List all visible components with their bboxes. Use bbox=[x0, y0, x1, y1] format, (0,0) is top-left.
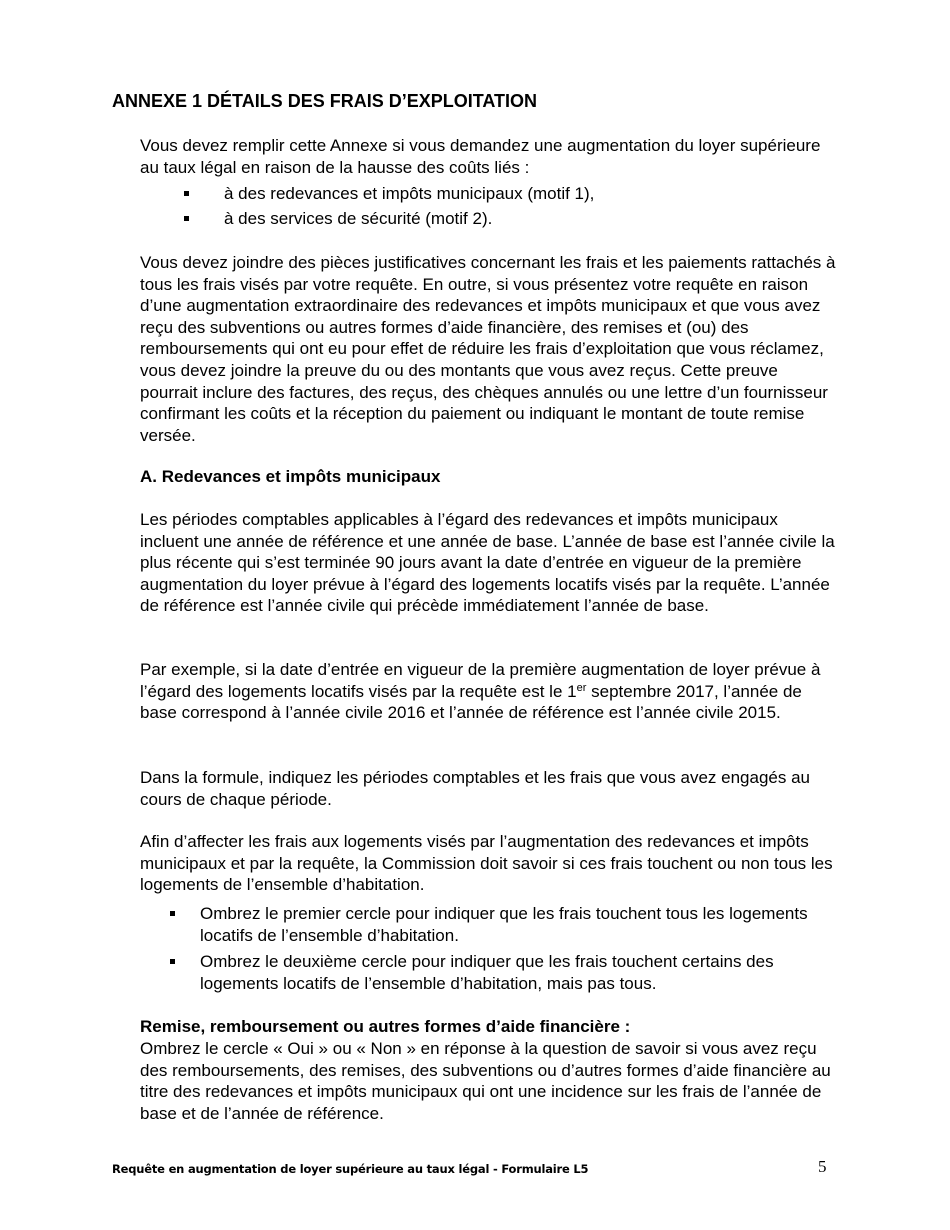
list-item: à des redevances et impôts municipaux (motif 1), bbox=[140, 181, 840, 206]
example-paragraph: Par exemple, si la date d’entrée en vigueur de la première augmentation de loyer prévue à l’égard des logements locatifs visés par la requête est le 1er septembre 2017, l’année de base correspond à l’année civile 2016 et l’année de référence est l’année civile 2015. bbox=[140, 660, 821, 723]
list-item: Ombrez le premier cercle pour indiquer que les frais touchent tous les logements locatifs de l’ensemble d’habitation. bbox=[140, 903, 840, 946]
annex-heading: ANNEXE 1 DÉTAILS DES FRAIS D’EXPLOITATION bbox=[112, 91, 538, 111]
periods-paragraph: Les périodes comptables applicables à l’égard des redevances et impôts municipaux incluent une année de référence et une année de base. L’année de base est l’année civile la plus récente qui s’est terminée 90 jours avant la date d’entrée en vigueur de la première augmentation du loyer prévue à l’égard des logements locatifs visés par la requête. L’année de référence est l’année civile qui précède immédiatement l’année de base. bbox=[140, 510, 835, 616]
list-item: à des services de sécurité (motif 2). bbox=[140, 206, 840, 231]
form-footer: Requête en augmentation de loyer supérieure au taux légal - Formulaire L5 bbox=[112, 1162, 589, 1176]
documents-paragraph: Vous devez joindre des pièces justificatives concernant les frais et les paiements rattachés à tous les frais visés par votre requête. En outre, si vous présentez votre requête en raison d’une augmentation extraordinaire des redevances et impôts municipaux et que vous avez reçu des subventions ou autres formes d’aide financière, des remises et (ou) des remboursements qui ont eu pour effet de réduire les frais d’exploitation que vous réclamez, vous devez joindre la preuve du ou des montants que vous avez reçus. Cette preuve pourrait inclure des factures, des reçus, des chèques annulés ou une lettre d’un fournisseur confirmant les coûts et la réception du paiement ou indiquant le montant de toute remise versée. bbox=[140, 253, 836, 445]
circle-instructions-list bbox=[140, 903, 840, 999]
intro-paragraph: Vous devez remplir cette Annexe si vous demandez une augmentation du loyer supérieure au taux légal en raison de la hausse des coûts liés : bbox=[140, 136, 821, 177]
square-bullet-icon bbox=[184, 191, 189, 196]
rebate-title: Remise, remboursement ou autres formes d’aide financière : bbox=[140, 1017, 631, 1036]
allocate-paragraph: Afin d’affecter les frais aux logements visés par l’augmentation des redevances et impôts municipaux et par la requête, la Commission doit savoir si ces frais touchent ou non tous les logements de l’ensemble d’habitation. bbox=[140, 832, 833, 895]
square-bullet-icon bbox=[170, 959, 175, 964]
square-bullet-icon bbox=[184, 216, 189, 221]
intro-bullet-list bbox=[140, 181, 840, 231]
square-bullet-icon bbox=[170, 911, 175, 916]
list-item: Ombrez le deuxième cercle pour indiquer que les frais touchent certains des logements locatifs de l’ensemble d’habitation, mais pas tous. bbox=[140, 951, 840, 994]
page-number: 5 bbox=[818, 1157, 827, 1176]
rebate-paragraph: Ombrez le cercle « Oui » ou « Non » en réponse à la question de savoir si vous avez reçu des remboursements, des remises, des subventions ou d’autres formes d’aide financière au titre des redevances et impôts municipaux qui ont une incidence sur les frais de l’année de base et de l’année de référence. bbox=[140, 1039, 831, 1123]
section-a-title: A. Redevances et impôts municipaux bbox=[140, 467, 441, 486]
formula-paragraph: Dans la formule, indiquez les périodes comptables et les frais que vous avez engagés au cours de chaque période. bbox=[140, 768, 810, 809]
